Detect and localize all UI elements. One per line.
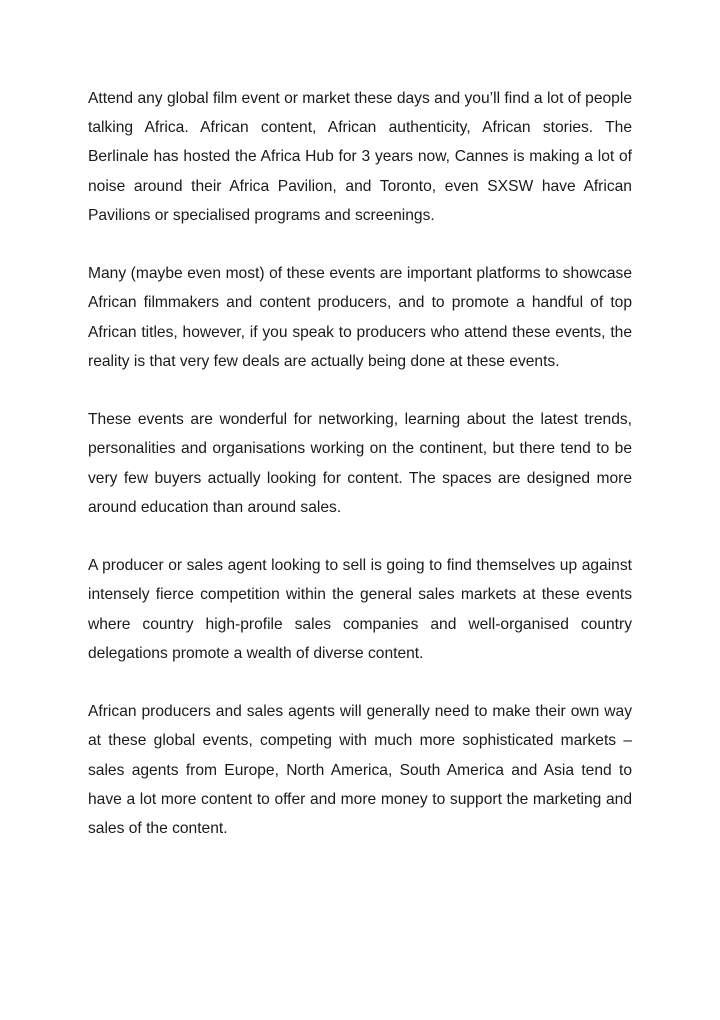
body-text bbox=[88, 84, 632, 872]
paragraph: Attend any global film event or market these days and you’ll find a lot of people talking Africa. African content, African authenticity, African stories. The Berlinale has hosted the Africa Hub for 3 years now, Cannes is making a lot of noise around their Africa Pavilion, and Toronto, even SXSW have African Pavilions or specialised programs and screenings. bbox=[88, 90, 632, 224]
paragraph: African producers and sales agents will generally need to make their own way at these global events, competing with much more sophisticated markets – sales agents from Europe, North America, South America and Asia tend to have a lot more content to offer and more money to support the marketing and sales of the content. bbox=[88, 703, 632, 838]
paragraph: Many (maybe even most) of these events are important platforms to showcase African filmmakers and content producers, and to promote a handful of top African titles, however, if you speak to producers who attend these events, the reality is that very few deals are actually being done at these events. bbox=[88, 265, 632, 370]
paragraph: A producer or sales agent looking to sell is going to find themselves up against intensely fierce competition within the general sales markets at these events where country high-profile sales companies and well-organised country delegations promote a wealth of diverse content. bbox=[88, 557, 632, 662]
paragraph: These events are wonderful for networking, learning about the latest trends, personalities and organisations working on the continent, but there tend to be very few buyers actually looking for content. The spaces are designed more around education than around sales. bbox=[88, 411, 632, 516]
